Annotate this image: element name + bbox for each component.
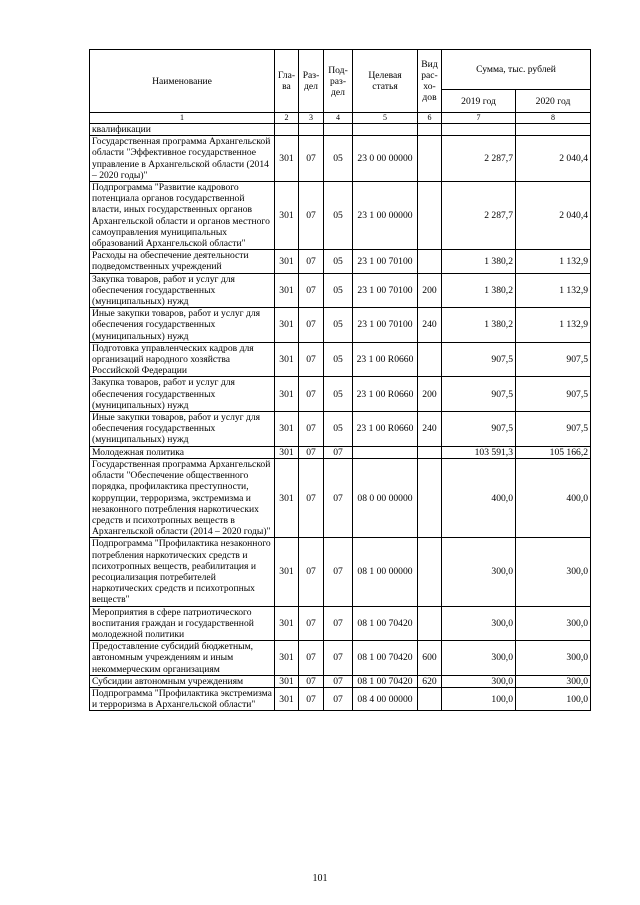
row-glava: 301 [275, 458, 299, 537]
row-sum-2019: 907,5 [442, 412, 516, 447]
row-vid: 600 [418, 641, 442, 676]
row-glava: 301 [275, 412, 299, 447]
header-target: Целевая статья [353, 50, 418, 113]
row-razdel [299, 124, 324, 136]
table-row [90, 675, 591, 687]
row-podrazdel: 07 [324, 458, 353, 537]
col-number: 4 [324, 113, 353, 124]
row-vid: 200 [418, 377, 442, 412]
header-year-2020: 2020 год [516, 90, 591, 113]
column-number-row [90, 113, 591, 124]
row-razdel: 07 [299, 641, 324, 676]
row-sum-2020: 907,5 [516, 377, 591, 412]
row-vid [418, 342, 442, 377]
table-body [90, 124, 591, 711]
row-razdel: 07 [299, 182, 324, 250]
row-target: 23 0 00 00000 [353, 136, 418, 182]
row-name: квалификации [90, 124, 275, 136]
row-podrazdel: 05 [324, 308, 353, 343]
row-glava: 301 [275, 538, 299, 606]
budget-table [89, 49, 591, 711]
table-row [90, 641, 591, 676]
row-sum-2019: 300,0 [442, 675, 516, 687]
row-sum-2019: 300,0 [442, 641, 516, 676]
row-glava: 301 [275, 446, 299, 458]
row-sum-2019: 1 380,2 [442, 273, 516, 308]
header-year-2019: 2019 год [442, 90, 516, 113]
row-name: Предоставление субсидий бюджетным, автономным учреждениям и иным некоммерческим организациям [90, 641, 275, 676]
row-sum-2019: 400,0 [442, 458, 516, 537]
row-name: Подпрограмма "Профилактика незаконного потребления наркотических средств и психотропных веществ, реабилитация и ресоциализация потребителей наркотических средств и психотропных веществ" [90, 538, 275, 606]
col-number: 6 [418, 113, 442, 124]
row-vid: 240 [418, 412, 442, 447]
row-vid [418, 124, 442, 136]
row-razdel: 07 [299, 377, 324, 412]
row-sum-2020: 300,0 [516, 641, 591, 676]
row-podrazdel: 07 [324, 446, 353, 458]
row-sum-2019: 103 591,3 [442, 446, 516, 458]
col-number: 8 [516, 113, 591, 124]
row-vid [418, 250, 442, 273]
header-name: Наименование [90, 50, 275, 113]
row-podrazdel: 05 [324, 182, 353, 250]
row-target [353, 446, 418, 458]
row-glava: 301 [275, 182, 299, 250]
row-target: 23 1 00 R0660 [353, 412, 418, 447]
col-number: 3 [299, 113, 324, 124]
row-sum-2019: 100,0 [442, 687, 516, 710]
row-vid: 200 [418, 273, 442, 308]
row-target: 08 1 00 70420 [353, 606, 418, 641]
row-name: Субсидии автономным учреждениям [90, 675, 275, 687]
row-razdel: 07 [299, 446, 324, 458]
row-target: 08 1 00 70420 [353, 675, 418, 687]
row-glava: 301 [275, 308, 299, 343]
row-sum-2020 [516, 124, 591, 136]
row-glava: 301 [275, 687, 299, 710]
row-sum-2020: 1 132,9 [516, 273, 591, 308]
row-name: Закупка товаров, работ и услуг для обеспечения государственных (муниципальных) нужд [90, 377, 275, 412]
row-name: Иные закупки товаров, работ и услуг для обеспечения государственных (муниципальных) нужд [90, 412, 275, 447]
row-sum-2020: 400,0 [516, 458, 591, 537]
row-name: Молодежная политика [90, 446, 275, 458]
row-podrazdel: 05 [324, 412, 353, 447]
table-row [90, 136, 591, 182]
row-razdel: 07 [299, 538, 324, 606]
row-target: 23 1 00 R0660 [353, 377, 418, 412]
row-razdel: 07 [299, 675, 324, 687]
table-header [90, 50, 591, 124]
table-row [90, 538, 591, 606]
row-glava: 301 [275, 136, 299, 182]
row-name: Подпрограмма "Развитие кадрового потенциала органов государственной власти, иных государственных органов Архангельской области и органов местного самоуправления муниципальных образований Архангельской области" [90, 182, 275, 250]
row-sum-2019: 300,0 [442, 606, 516, 641]
table-row [90, 606, 591, 641]
row-name: Иные закупки товаров, работ и услуг для обеспечения государственных (муниципальных) нужд [90, 308, 275, 343]
row-vid [418, 446, 442, 458]
header-razdel: Раз- дел [299, 50, 324, 113]
row-glava: 301 [275, 606, 299, 641]
row-sum-2020: 100,0 [516, 687, 591, 710]
table-row [90, 458, 591, 537]
row-sum-2020: 300,0 [516, 675, 591, 687]
row-name: Закупка товаров, работ и услуг для обеспечения государственных (муниципальных) нужд [90, 273, 275, 308]
row-sum-2020: 300,0 [516, 538, 591, 606]
table-row [90, 182, 591, 250]
row-name: Мероприятия в сфере патриотического воспитания граждан и государственной молодежной политики [90, 606, 275, 641]
row-glava: 301 [275, 377, 299, 412]
row-sum-2019: 1 380,2 [442, 308, 516, 343]
row-target: 23 1 00 70100 [353, 250, 418, 273]
row-name: Государственная программа Архангельской области "Эффективное государственное управление в Архангельской области (2014 – 2020 годы)" [90, 136, 275, 182]
row-vid [418, 606, 442, 641]
row-vid: 620 [418, 675, 442, 687]
row-sum-2020: 105 166,2 [516, 446, 591, 458]
row-podrazdel: 07 [324, 675, 353, 687]
table-row [90, 687, 591, 710]
row-sum-2020: 1 132,9 [516, 308, 591, 343]
row-vid [418, 687, 442, 710]
row-target: 23 1 00 70100 [353, 273, 418, 308]
row-podrazdel: 05 [324, 377, 353, 412]
row-sum-2020: 1 132,9 [516, 250, 591, 273]
table-row [90, 377, 591, 412]
row-glava: 301 [275, 641, 299, 676]
page-number: 101 [312, 873, 328, 884]
row-razdel: 07 [299, 273, 324, 308]
col-number: 7 [442, 113, 516, 124]
row-vid [418, 136, 442, 182]
row-target: 08 0 00 00000 [353, 458, 418, 537]
table-row [90, 446, 591, 458]
row-podrazdel: 07 [324, 538, 353, 606]
row-vid [418, 458, 442, 537]
row-razdel: 07 [299, 687, 324, 710]
header-sum: Сумма, тыс. рублей [442, 50, 591, 90]
row-podrazdel: 05 [324, 342, 353, 377]
row-name: Подпрограмма "Профилактика экстремизма и терроризма в Архангельской области" [90, 687, 275, 710]
row-podrazdel: 07 [324, 687, 353, 710]
header-glava: Гла- ва [275, 50, 299, 113]
row-sum-2019: 2 287,7 [442, 182, 516, 250]
row-razdel: 07 [299, 606, 324, 641]
table-row [90, 308, 591, 343]
table-row [90, 124, 591, 136]
row-sum-2019: 907,5 [442, 342, 516, 377]
row-podrazdel: 07 [324, 641, 353, 676]
row-target: 08 1 00 00000 [353, 538, 418, 606]
row-vid [418, 538, 442, 606]
row-razdel: 07 [299, 250, 324, 273]
row-razdel: 07 [299, 308, 324, 343]
col-number: 2 [275, 113, 299, 124]
table-row [90, 412, 591, 447]
row-glava: 301 [275, 342, 299, 377]
row-podrazdel [324, 124, 353, 136]
row-name: Государственная программа Архангельской области "Обеспечение общественного порядка, профилактика преступности, коррупции, терроризма, экстремизма и незаконного потребления наркотических средств и психотропных веществ в Архангельской области (2014 – 2020 годы)" [90, 458, 275, 537]
row-sum-2019: 2 287,7 [442, 136, 516, 182]
row-target [353, 124, 418, 136]
row-name: Расходы на обеспечение деятельности подведомственных учреждений [90, 250, 275, 273]
row-vid [418, 182, 442, 250]
row-sum-2020: 2 040,4 [516, 136, 591, 182]
row-target: 08 4 00 00000 [353, 687, 418, 710]
row-razdel: 07 [299, 458, 324, 537]
row-razdel: 07 [299, 342, 324, 377]
row-target: 23 1 00 70100 [353, 308, 418, 343]
row-podrazdel: 07 [324, 606, 353, 641]
row-sum-2019 [442, 124, 516, 136]
row-razdel: 07 [299, 412, 324, 447]
row-sum-2020: 2 040,4 [516, 182, 591, 250]
table-row [90, 273, 591, 308]
row-target: 23 1 00 00000 [353, 182, 418, 250]
row-sum-2019: 300,0 [442, 538, 516, 606]
row-name: Подготовка управленческих кадров для организаций народного хозяйства Российской Федерации [90, 342, 275, 377]
row-vid: 240 [418, 308, 442, 343]
row-target: 08 1 00 70420 [353, 641, 418, 676]
row-sum-2020: 907,5 [516, 412, 591, 447]
table-row [90, 250, 591, 273]
row-razdel: 07 [299, 136, 324, 182]
row-podrazdel: 05 [324, 250, 353, 273]
row-sum-2019: 1 380,2 [442, 250, 516, 273]
row-target: 23 1 00 R0660 [353, 342, 418, 377]
table-row [90, 342, 591, 377]
row-glava: 301 [275, 273, 299, 308]
row-sum-2020: 907,5 [516, 342, 591, 377]
col-number: 1 [90, 113, 275, 124]
row-sum-2019: 907,5 [442, 377, 516, 412]
col-number: 5 [353, 113, 418, 124]
row-sum-2020: 300,0 [516, 606, 591, 641]
row-podrazdel: 05 [324, 273, 353, 308]
row-glava: 301 [275, 250, 299, 273]
header-podrazdel: Под- раз- дел [324, 50, 353, 113]
header-vid: Вид рас- хо- дов [418, 50, 442, 113]
row-glava [275, 124, 299, 136]
row-podrazdel: 05 [324, 136, 353, 182]
row-glava: 301 [275, 675, 299, 687]
